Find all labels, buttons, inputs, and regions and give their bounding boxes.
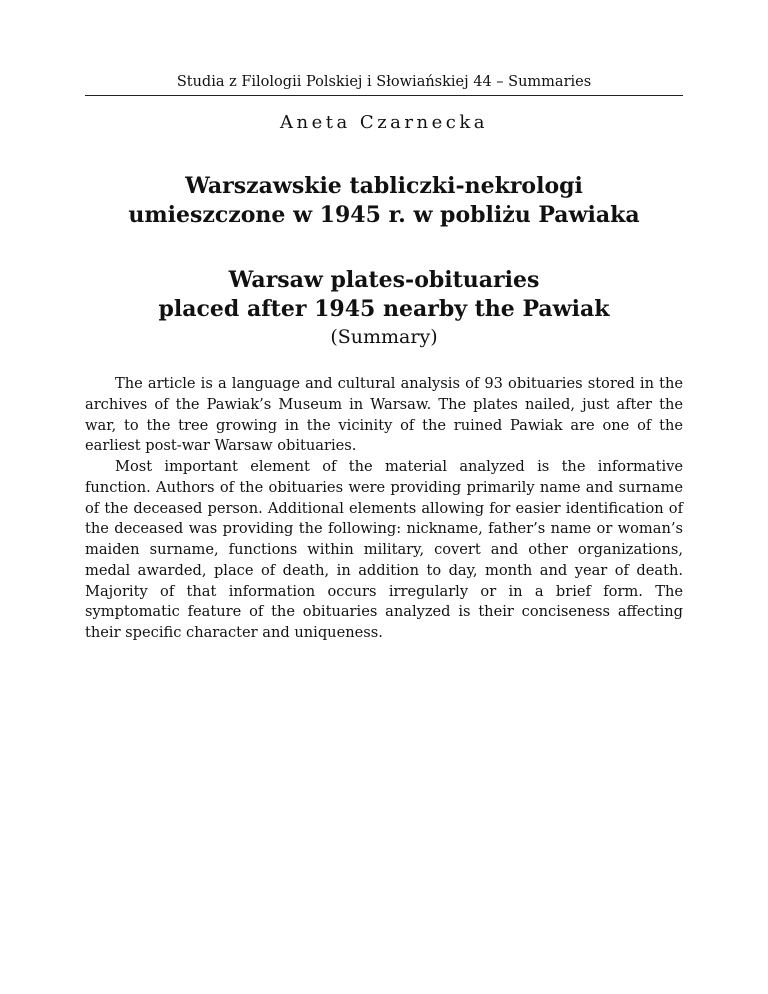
- summary-label: (Summary): [330, 326, 438, 348]
- english-title-line-1: Warsaw plates-obituaries: [228, 267, 540, 293]
- polish-title-line-1: Warszawskie tabliczki-nekrologi: [185, 173, 583, 199]
- polish-title: [85, 172, 683, 230]
- english-title: [85, 266, 683, 324]
- header-rule: [85, 95, 683, 96]
- summary-paragraph-2: Most important element of the material analyzed is the informative function. Authors of the obituaries were providing primarily name and surname of the deceased person. Additional elements allowing for easier identification of the deceased was providing the following: nickname, father’s name or woman’s maiden surname, functions within military, covert and other organizations, medal awarded, place of death, in addition to day, month and year of death. Majority of that information occurs irregularly or in a brief form. The symptomatic feature of the obituaries analyzed is their conciseness affecting their specific character and uniqueness.: [85, 458, 683, 641]
- polish-title-line-2: umieszczone w 1945 r. w pobliżu Pawiaka: [128, 202, 640, 228]
- summary-body: [85, 374, 683, 644]
- english-title-line-2: placed after 1945 nearby the Pawiak: [158, 296, 610, 322]
- summary-paragraph-1: The article is a language and cultural analysis of 93 obituaries stored in the archives of the Pawiak’s Museum in Warsaw. The plates nailed, just after the war, to the tree growing in the vicinity of the ruined Pawiak are one of the earliest post-war Warsaw obituaries.: [85, 375, 683, 455]
- author-name: Aneta Czarnecka: [280, 112, 488, 133]
- running-header: Studia z Filologii Polskiej i Słowiańskiej 44 – Summaries: [176, 74, 592, 90]
